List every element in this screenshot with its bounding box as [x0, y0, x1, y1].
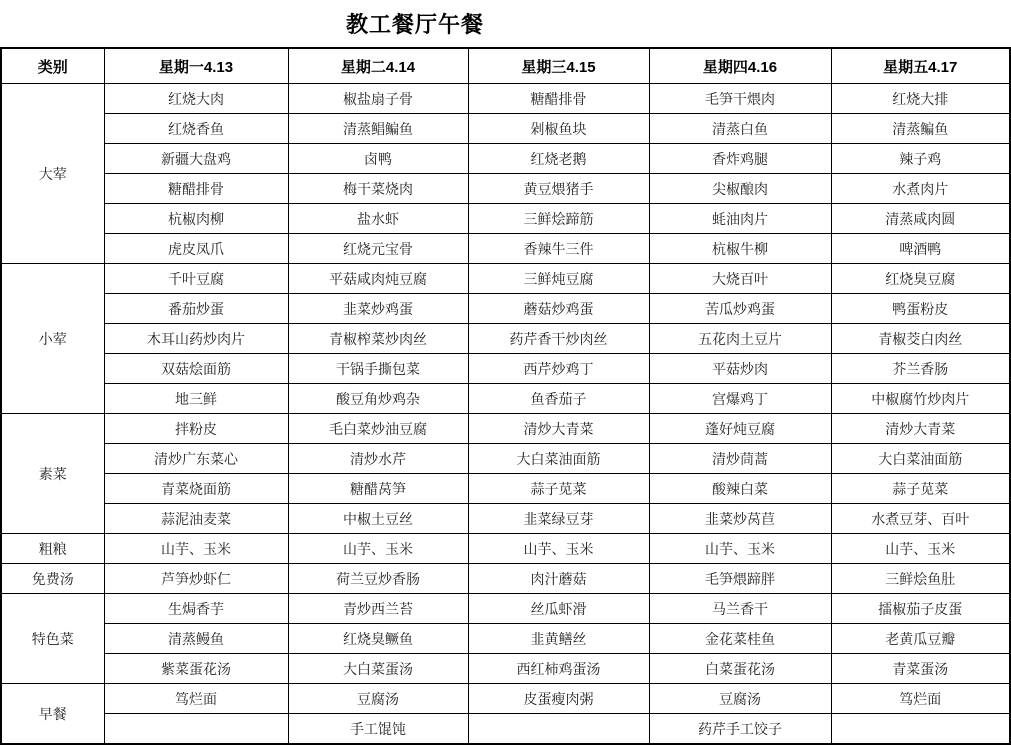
- menu-cell: 中椒腐竹炒肉片: [831, 384, 1010, 414]
- table-row: [1, 474, 1010, 504]
- menu-cell: 拌粉皮: [104, 414, 288, 444]
- header-day-4: 星期四4.16: [649, 48, 831, 84]
- menu-cell: 蚝油肉片: [649, 204, 831, 234]
- menu-cell: 宫爆鸡丁: [649, 384, 831, 414]
- menu-cell: 大白菜油面筋: [831, 444, 1010, 474]
- menu-cell: 肉汁蘑菇: [468, 564, 649, 594]
- menu-cell: 千叶豆腐: [104, 264, 288, 294]
- category-cell: 大荤: [1, 84, 104, 264]
- menu-cell: 清蒸鳊鱼: [831, 114, 1010, 144]
- menu-cell: 鸭蛋粉皮: [831, 294, 1010, 324]
- menu-cell: 三鲜烩鱼肚: [831, 564, 1010, 594]
- menu-cell: 红烧老鹅: [468, 144, 649, 174]
- menu-cell: 西芹炒鸡丁: [468, 354, 649, 384]
- menu-cell: 清炒茼蒿: [649, 444, 831, 474]
- menu-cell: 韭黄鳝丝: [468, 624, 649, 654]
- menu-cell: 盐水虾: [288, 204, 468, 234]
- menu-cell: 大白菜蛋汤: [288, 654, 468, 684]
- table-row: [1, 294, 1010, 324]
- menu-cell: 青椒榨菜炒肉丝: [288, 324, 468, 354]
- menu-cell: 苦瓜炒鸡蛋: [649, 294, 831, 324]
- menu-cell: 丝瓜虾滑: [468, 594, 649, 624]
- lunch-menu-table: [0, 47, 1011, 745]
- menu-cell: 韭菜绿豆芽: [468, 504, 649, 534]
- menu-cell: 皮蛋瘦肉粥: [468, 684, 649, 714]
- menu-cell: 清炒大青菜: [831, 414, 1010, 444]
- table-header: [1, 48, 1010, 84]
- menu-cell: 蓬好炖豆腐: [649, 414, 831, 444]
- menu-cell: 蒜泥油麦菜: [104, 504, 288, 534]
- menu-cell: 糖醋莴笋: [288, 474, 468, 504]
- menu-cell: 毛白菜炒油豆腐: [288, 414, 468, 444]
- title-band: [0, 0, 830, 47]
- menu-cell: 豆腐汤: [649, 684, 831, 714]
- menu-cell: 酸辣白菜: [649, 474, 831, 504]
- menu-cell: 笃烂面: [104, 684, 288, 714]
- table-row: [1, 174, 1010, 204]
- menu-cell: 地三鲜: [104, 384, 288, 414]
- table-row: [1, 324, 1010, 354]
- menu-cell: [831, 714, 1010, 745]
- menu-cell: 蘑菇炒鸡蛋: [468, 294, 649, 324]
- menu-cell: 尖椒酿肉: [649, 174, 831, 204]
- menu-cell: 红烧臭鳜鱼: [288, 624, 468, 654]
- table-row: [1, 504, 1010, 534]
- menu-cell: 金花菜桂鱼: [649, 624, 831, 654]
- menu-cell: 豆腐汤: [288, 684, 468, 714]
- table-row: [1, 594, 1010, 624]
- table-row: [1, 714, 1010, 745]
- table-row: [1, 654, 1010, 684]
- menu-cell: 清炒广东菜心: [104, 444, 288, 474]
- menu-cell: 山芋、玉米: [831, 534, 1010, 564]
- table-row: [1, 534, 1010, 564]
- menu-cell: 青炒西兰苔: [288, 594, 468, 624]
- menu-cell: 蒜子苋菜: [831, 474, 1010, 504]
- menu-cell: 杭椒肉柳: [104, 204, 288, 234]
- menu-cell: 啤酒鸭: [831, 234, 1010, 264]
- header-row: [1, 48, 1010, 84]
- menu-cell: 荷兰豆炒香肠: [288, 564, 468, 594]
- category-cell: 免费汤: [1, 564, 104, 594]
- menu-cell: 香炸鸡腿: [649, 144, 831, 174]
- menu-cell: 三鲜炖豆腐: [468, 264, 649, 294]
- menu-cell: 三鲜烩蹄筋: [468, 204, 649, 234]
- menu-cell: 卤鸭: [288, 144, 468, 174]
- menu-cell: 清蒸咸肉圆: [831, 204, 1010, 234]
- menu-cell: 香辣牛三件: [468, 234, 649, 264]
- menu-cell: 毛笋煨蹄胖: [649, 564, 831, 594]
- menu-cell: [468, 714, 649, 745]
- header-category: 类别: [1, 48, 104, 84]
- menu-cell: 辣子鸡: [831, 144, 1010, 174]
- header-day-3: 星期三4.15: [468, 48, 649, 84]
- menu-cell: 手工馄饨: [288, 714, 468, 745]
- menu-cell: 剁椒鱼块: [468, 114, 649, 144]
- menu-cell: 红烧元宝骨: [288, 234, 468, 264]
- menu-cell: 紫菜蛋花汤: [104, 654, 288, 684]
- menu-cell: 清蒸鳗鱼: [104, 624, 288, 654]
- menu-cell: 木耳山药炒肉片: [104, 324, 288, 354]
- menu-cell: 糖醋排骨: [104, 174, 288, 204]
- table-row: [1, 564, 1010, 594]
- table-row: [1, 84, 1010, 114]
- menu-cell: 西红柿鸡蛋汤: [468, 654, 649, 684]
- menu-cell: 擂椒茄子皮蛋: [831, 594, 1010, 624]
- category-cell: 素菜: [1, 414, 104, 534]
- table-row: [1, 264, 1010, 294]
- menu-cell: 毛笋干煨肉: [649, 84, 831, 114]
- menu-cell: 马兰香干: [649, 594, 831, 624]
- menu-cell: 杭椒牛柳: [649, 234, 831, 264]
- menu-cell: 虎皮凤爪: [104, 234, 288, 264]
- menu-cell: 干锅手撕包菜: [288, 354, 468, 384]
- menu-cell: 山芋、玉米: [649, 534, 831, 564]
- menu-cell: 酸豆角炒鸡杂: [288, 384, 468, 414]
- header-day-1: 星期一4.13: [104, 48, 288, 84]
- menu-cell: 鱼香茄子: [468, 384, 649, 414]
- table-row: [1, 384, 1010, 414]
- menu-cell: 中椒土豆丝: [288, 504, 468, 534]
- menu-cell: 番茄炒蛋: [104, 294, 288, 324]
- menu-cell: 红烧香鱼: [104, 114, 288, 144]
- header-day-5: 星期五4.17: [831, 48, 1010, 84]
- table-row: [1, 684, 1010, 714]
- menu-cell: 韭菜炒莴苣: [649, 504, 831, 534]
- menu-cell: 红烧大肉: [104, 84, 288, 114]
- menu-cell: 山芋、玉米: [468, 534, 649, 564]
- menu-cell: 梅干菜烧肉: [288, 174, 468, 204]
- table-row: [1, 114, 1010, 144]
- menu-cell: 药芹手工饺子: [649, 714, 831, 745]
- table-body: [1, 84, 1010, 745]
- category-cell: 粗粮: [1, 534, 104, 564]
- menu-cell: 椒盐扇子骨: [288, 84, 468, 114]
- table-row: [1, 624, 1010, 654]
- menu-cell: 平菇炒肉: [649, 354, 831, 384]
- table-row: [1, 234, 1010, 264]
- menu-cell: 水煮肉片: [831, 174, 1010, 204]
- menu-cell: 清炒大青菜: [468, 414, 649, 444]
- menu-cell: 白菜蛋花汤: [649, 654, 831, 684]
- menu-cell: 黄豆煨猪手: [468, 174, 649, 204]
- menu-cell: 老黄瓜豆瓣: [831, 624, 1010, 654]
- menu-cell: 双菇烩面筋: [104, 354, 288, 384]
- menu-cell: 平菇咸肉炖豆腐: [288, 264, 468, 294]
- menu-cell: 红烧臭豆腐: [831, 264, 1010, 294]
- header-day-2: 星期二4.14: [288, 48, 468, 84]
- menu-cell: 清蒸白鱼: [649, 114, 831, 144]
- menu-cell: 清炒水芹: [288, 444, 468, 474]
- menu-cell: 笃烂面: [831, 684, 1010, 714]
- menu-cell: 韭菜炒鸡蛋: [288, 294, 468, 324]
- menu-cell: 五花肉土豆片: [649, 324, 831, 354]
- table-row: [1, 444, 1010, 474]
- page-title: 教工餐厅午餐: [345, 12, 484, 37]
- menu-cell: 大白菜油面筋: [468, 444, 649, 474]
- table-row: [1, 354, 1010, 384]
- menu-cell: 青菜蛋汤: [831, 654, 1010, 684]
- table-row: [1, 414, 1010, 444]
- menu-cell: 水煮豆芽、百叶: [831, 504, 1010, 534]
- menu-cell: 青椒茭白肉丝: [831, 324, 1010, 354]
- menu-cell: 清蒸鲳鳊鱼: [288, 114, 468, 144]
- menu-cell: 山芋、玉米: [288, 534, 468, 564]
- category-cell: 小荤: [1, 264, 104, 414]
- menu-cell: 青菜烧面筋: [104, 474, 288, 504]
- menu-cell: 蒜子苋菜: [468, 474, 649, 504]
- menu-cell: 新疆大盘鸡: [104, 144, 288, 174]
- menu-cell: 红烧大排: [831, 84, 1010, 114]
- category-cell: 早餐: [1, 684, 104, 745]
- menu-cell: 药芹香干炒肉丝: [468, 324, 649, 354]
- menu-cell: 大烧百叶: [649, 264, 831, 294]
- table-row: [1, 144, 1010, 174]
- menu-cell: 生焗香芋: [104, 594, 288, 624]
- menu-cell: 芥兰香肠: [831, 354, 1010, 384]
- menu-cell: [104, 714, 288, 745]
- table-row: [1, 204, 1010, 234]
- menu-cell: 山芋、玉米: [104, 534, 288, 564]
- menu-cell: 芦笋炒虾仁: [104, 564, 288, 594]
- category-cell: 特色菜: [1, 594, 104, 684]
- menu-cell: 糖醋排骨: [468, 84, 649, 114]
